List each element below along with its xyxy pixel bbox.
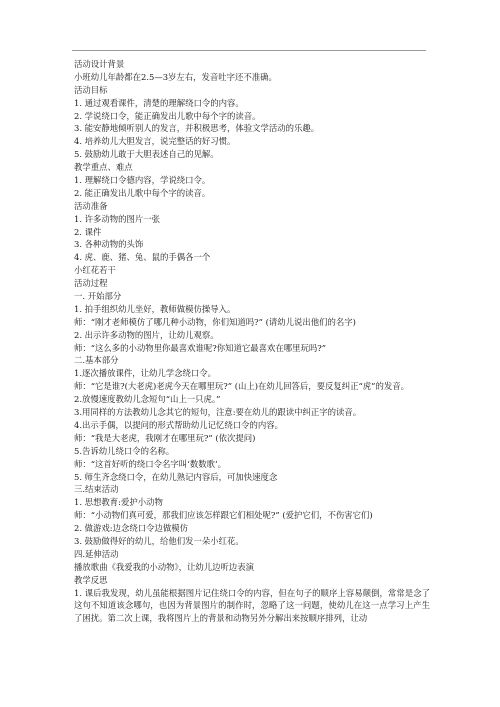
- text-line: 小班幼儿年龄都在2.5—3岁左右，发音吐字还不准确。: [74, 71, 277, 82]
- text-line: 活动准备: [74, 200, 108, 211]
- text-line: 4. 培养幼儿大胆发言，说完整话的好习惯。: [74, 136, 236, 147]
- text-line: 四.延伸活动: [74, 548, 119, 559]
- text-line: 教学反思: [74, 574, 108, 585]
- text-line: 1. 思想教育:爱护小动物: [74, 497, 163, 508]
- reflection-paragraph: 1. 课后我发现，幼儿虽能根据图片记住绕口令的内容，但在句子的顺序上容易颠倒，常常是念了这句不知道该念哪句，也因为背景图片的制作时，忽略了这一问题，使幼儿在这一点学习上产生了困扰。第二次上课，我将图片上的背景和动物另外分解出来按顺序排列，让动: [74, 587, 430, 624]
- text-line: 2.放慢速度教幼儿念短句“山上一只虎。”: [74, 394, 221, 405]
- text-line: 1.逐次播放课件，让幼儿学念绕口令。: [74, 368, 216, 379]
- text-line: 2. 课件: [74, 226, 102, 237]
- text-line: 1. 通过观看课件，清楚的理解绕口令的内容。: [74, 97, 244, 108]
- text-line: 师：“这么多的小动物里你最喜欢谁呢?你知道它最喜欢在哪里玩吗?”: [74, 342, 327, 353]
- document-body: [74, 58, 430, 625]
- text-line: 活动目标: [74, 84, 108, 95]
- text-line: 5. 鼓励幼儿敢于大胆表述自己的见解。: [74, 149, 219, 160]
- text-line: 小红花若干: [74, 265, 116, 276]
- text-line: 二.基本部分: [74, 355, 119, 366]
- text-line: 师：“我是大老虎，我刚才在哪里玩?” (依次提问): [74, 432, 256, 443]
- text-line: 5. 师生齐念绕口令，在幼儿熟记内容后，可加快速度念: [74, 471, 278, 482]
- text-line: 3. 鼓励做得好的幼儿，给他们发一朵小红花。: [74, 535, 244, 546]
- text-line: 一. 开始部分: [74, 291, 122, 302]
- text-line: 3.用同样的方法教幼儿念其它的短句，注意:要在幼儿的跟读中纠正字的读音。: [74, 407, 362, 418]
- text-line: 活动设计背景: [74, 59, 125, 69]
- text-line: 3. 能安静地倾听别人的发言，并积极思考，体验文学活动的乐趣。: [74, 123, 320, 134]
- text-line: 3. 各种动物的头饰: [74, 239, 144, 250]
- header-rule: [72, 50, 426, 51]
- text-line: 1. 理解绕口令德内容，学说绕口令。: [74, 175, 211, 186]
- text-line: 2. 做游戏:边念绕口令边做模仿: [74, 523, 188, 534]
- text-line: 1. 许多动物的图片一张: [74, 213, 161, 224]
- text-line: 师：“这首好听的绕口令名字叫‘数数歌’。: [74, 458, 226, 469]
- text-line: 活动过程: [74, 278, 108, 289]
- text-line: 师：“它是谁?(大老虎)老虎今天在哪里玩?” (山上)在幼儿回答后，要反复纠正“虎”的发音。: [74, 381, 409, 392]
- text-line: 师：“小动物们真可爱，那我们应该怎样跟它们相处呢?” (爱护它们，不伤害它们): [74, 510, 373, 521]
- text-line: 1. 拍手组织幼儿坐好，教师做模仿操导入。: [74, 303, 236, 314]
- text-line: 师：“刚才老师模仿了哪几种小动物，你们知道吗?” (请幼儿说出他们的名字): [74, 316, 356, 327]
- text-line: 播放歌曲《我爱我的小动物》，让幼儿边听边表演: [74, 561, 255, 572]
- text-line: 教学重点、难点: [74, 162, 133, 173]
- text-line: 5.告诉幼儿绕口令的名称。: [74, 445, 175, 456]
- text-line: 2. 出示许多动物的图片，让幼儿观察。: [74, 329, 219, 340]
- text-line: 4. 虎、鹿、猪、兔、鼠的手偶各一个: [74, 252, 211, 263]
- text-line: 2. 学说绕口令，能正确发出儿歌中每个字的读音。: [74, 110, 261, 121]
- text-line: 2. 能正确发出儿歌中每个字的读音。: [74, 187, 211, 198]
- text-line: 三.结束活动: [74, 484, 119, 495]
- text-line: 4.出示手偶，以提问的形式帮助幼儿记忆绕口令的内容。: [74, 419, 283, 430]
